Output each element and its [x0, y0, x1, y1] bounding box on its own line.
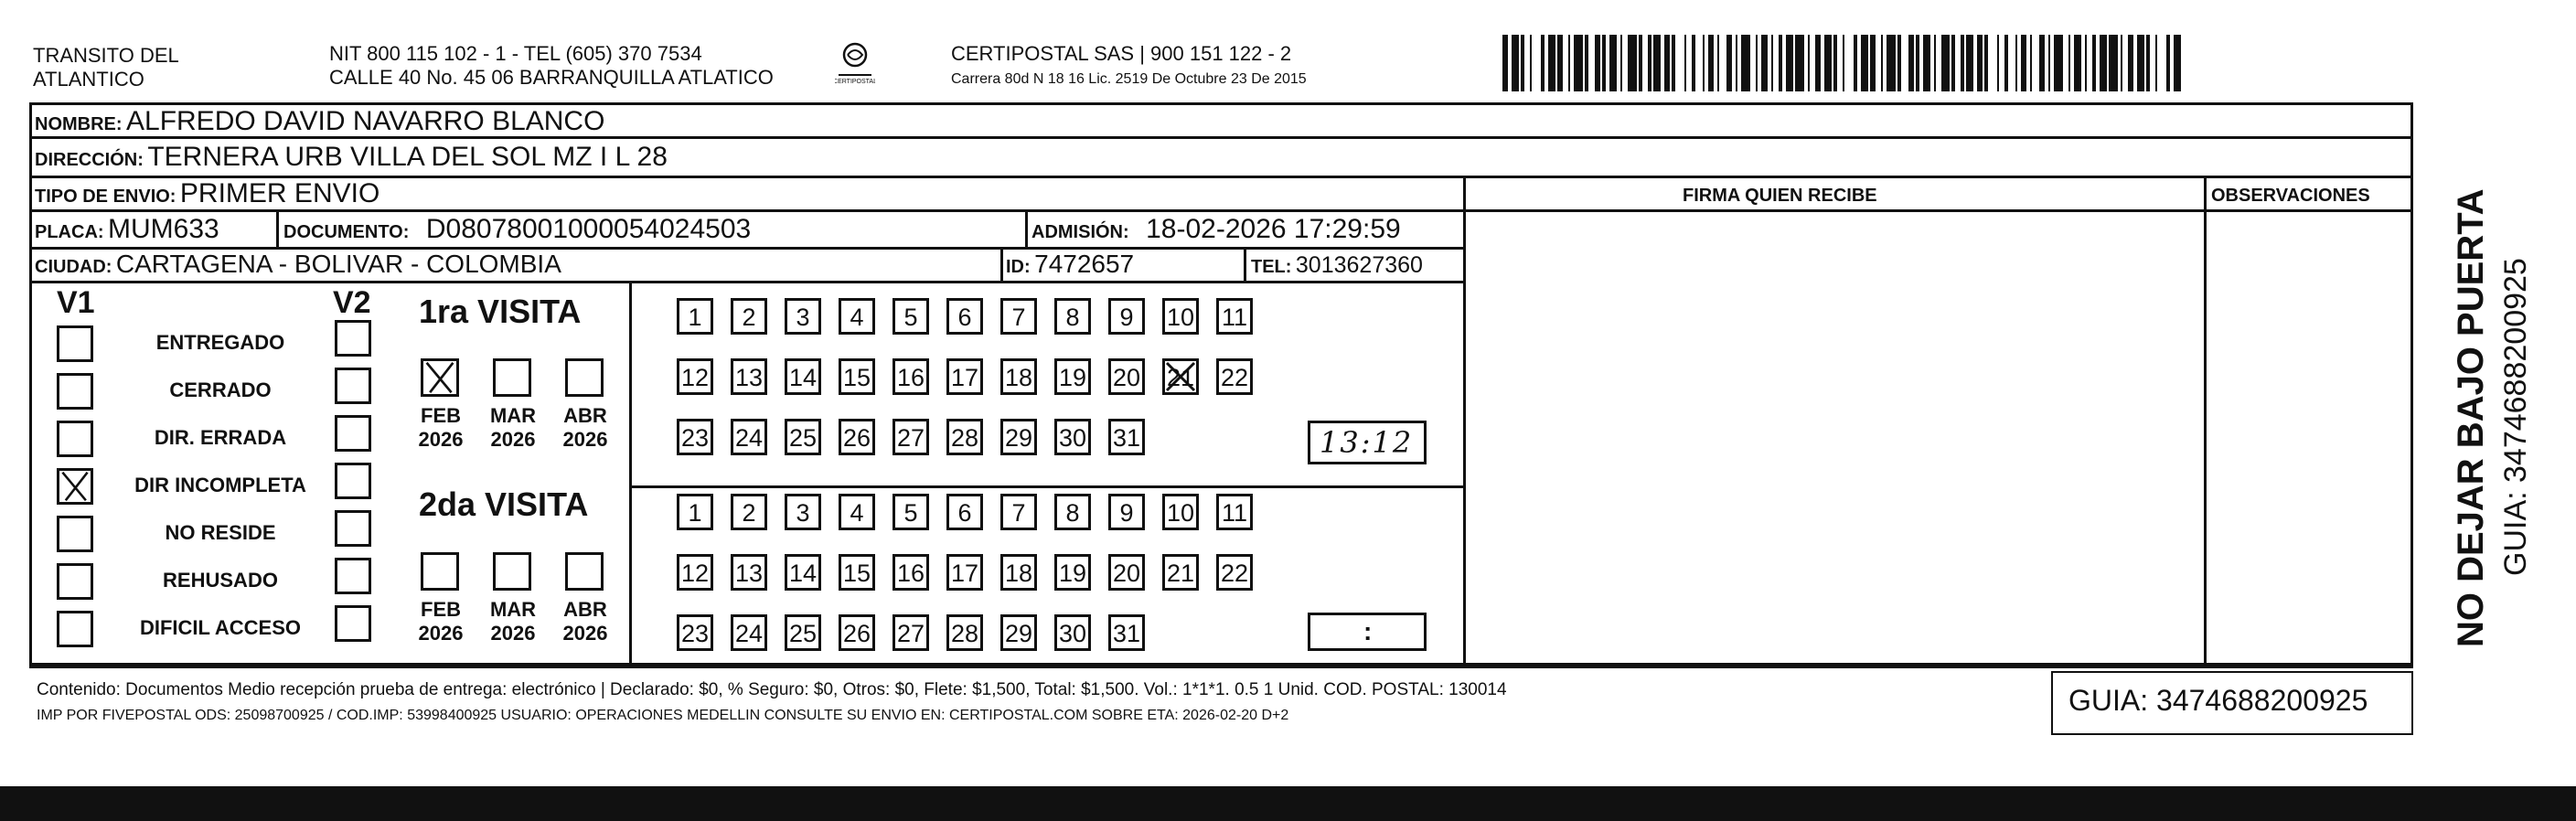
barcode-bar: [1966, 35, 1973, 91]
month-label: MAR 2026: [489, 598, 537, 645]
status-label: NO RESIDE: [165, 521, 276, 544]
documento-field: [283, 214, 751, 245]
month-label: MAR 2026: [489, 404, 537, 451]
admision-field: [1031, 214, 1401, 245]
day-checkbox[interactable]: 9: [1108, 298, 1145, 335]
documento-label: DOCUMENTO:: [283, 222, 410, 242]
day-checkbox[interactable]: 16: [893, 358, 929, 395]
observaciones-header: OBSERVACIONES: [2211, 186, 2370, 206]
day-checkbox[interactable]: 3: [785, 494, 821, 530]
barcode-bar: [1675, 35, 1684, 91]
day-checkbox[interactable]: 3: [785, 298, 821, 335]
barcode-bar: [1988, 35, 1997, 91]
status-v1-checkbox[interactable]: [57, 468, 93, 505]
barcode-bar: [1887, 35, 1896, 91]
v2-header: V2: [333, 285, 371, 320]
day-checkbox[interactable]: 18: [1000, 358, 1037, 395]
day-checkbox[interactable]: 11: [1216, 298, 1253, 335]
day-checkbox[interactable]: 18: [1000, 554, 1037, 591]
status-label: ENTREGADO: [155, 331, 285, 354]
status-label: CERRADO: [169, 379, 272, 401]
day-checkbox[interactable]: 26: [839, 419, 875, 455]
barcode-bar: [1653, 35, 1661, 91]
day-checkbox[interactable]: 12: [677, 554, 713, 591]
barcode-bar: [2174, 35, 2181, 91]
org-name: [33, 44, 179, 91]
day-checkbox[interactable]: 25: [785, 614, 821, 651]
day-checkbox[interactable]: 1: [677, 494, 713, 530]
day-checkbox[interactable]: 24: [731, 419, 767, 455]
courier-address: Carrera 80d N 18 16 Lic. 2519 De Octubre 23 De 2015: [951, 71, 1307, 87]
day-checkbox[interactable]: 14: [785, 554, 821, 591]
status-label: DIR. ERRADA: [154, 426, 287, 449]
barcode-bar: [1695, 35, 1703, 91]
status-label: REHUSADO: [163, 569, 278, 592]
day-checkbox[interactable]: 22: [1216, 554, 1253, 591]
day-checkbox[interactable]: 6: [946, 298, 983, 335]
day-checkbox[interactable]: 4: [839, 298, 875, 335]
month-checkbox[interactable]: [565, 358, 604, 397]
day-checkbox[interactable]: 23: [677, 419, 713, 455]
org-contact: [329, 42, 774, 90]
month-label: FEB 2026: [418, 404, 464, 451]
barcode-bar: [2032, 35, 2039, 91]
barcode-bar: [1719, 35, 1726, 91]
side-warning: NO DEJAR BAJO PUERTA: [2451, 188, 2491, 647]
side-guia: GUIA: 3474688200925: [2498, 258, 2533, 576]
barcode-bar: [1741, 35, 1750, 91]
day-checkbox[interactable]: 22: [1216, 358, 1253, 395]
day-checkbox[interactable]: 5: [893, 494, 929, 530]
placa-label: PLACA:: [35, 222, 104, 242]
status-label: DIR INCOMPLETA: [134, 474, 306, 496]
footer-content-line: Contenido: Documentos Medio recepción prueba de entrega: electrónico | Declarado: $0, % Seguro: $0, Otros: $0, Flete: $1,500, Total: $1,500. Vol.: 1*1*1. 0.5 1 Unid. COD. POSTAL: 130014: [37, 680, 1507, 699]
day-checkbox[interactable]: 23: [677, 614, 713, 651]
second-visit-time-box[interactable]: [1308, 613, 1427, 651]
admision-value: 18-02-2026 17:29:59: [1146, 214, 1401, 244]
barcode-bar: [1923, 35, 1930, 91]
barcode-bar: [1795, 35, 1804, 91]
month-label: ABR 2026: [562, 598, 608, 645]
placa-value: MUM633: [108, 214, 219, 244]
day-checkbox[interactable]: 4: [839, 494, 875, 530]
status-v2-checkbox[interactable]: [335, 415, 371, 452]
day-checkbox[interactable]: 15: [839, 554, 875, 591]
tel-field: [1251, 252, 1423, 279]
day-checkbox[interactable]: 19: [1054, 358, 1091, 395]
barcode-bar: [1941, 35, 1951, 91]
day-checkbox[interactable]: 2: [731, 298, 767, 335]
barcode-bar: [1609, 35, 1617, 91]
barcode-bar: [2109, 35, 2118, 91]
day-checkbox[interactable]: 11: [1216, 494, 1253, 530]
x-mark-icon: [423, 361, 456, 394]
placa-field: [35, 214, 219, 245]
tipo-envio-field: [35, 178, 379, 209]
id-label: ID:: [1006, 257, 1031, 277]
status-v2-checkbox[interactable]: [335, 605, 371, 642]
first-visit-time: 13:12: [1320, 425, 1414, 460]
footer-guia: GUIA: 3474688200925: [2068, 684, 2368, 717]
day-checkbox[interactable]: 31: [1108, 614, 1145, 651]
day-checkbox[interactable]: 17: [946, 358, 983, 395]
x-mark-icon: [59, 471, 91, 502]
ciudad-label: CIUDAD:: [35, 257, 112, 277]
org-line1: TRANSITO DEL: [33, 44, 179, 67]
day-checkbox[interactable]: 17: [946, 554, 983, 591]
month-label: FEB 2026: [418, 598, 464, 645]
status-v2-checkbox[interactable]: [335, 510, 371, 547]
svg-text:CERTIPOSTAL: CERTIPOSTAL: [835, 79, 875, 85]
day-checkbox[interactable]: 29: [1000, 419, 1037, 455]
day-checkbox[interactable]: 24: [731, 614, 767, 651]
direccion-field: [35, 142, 668, 173]
footer-print-line: IMP POR FIVEPOSTAL ODS: 25098700925 / COD.IMP: 53998400925 USUARIO: OPERACIONES MEDELLIN CONSULTE SU ENVIO EN: CERTIPOSTAL.COM SOBRE ETA: 2026-02-20 D+2: [37, 708, 1289, 723]
direccion-label: DIRECCIÓN:: [35, 150, 144, 170]
day-checkbox[interactable]: 30: [1054, 614, 1091, 651]
barcode-bar: [1512, 35, 1519, 91]
tipo-envio-value: PRIMER ENVIO: [179, 178, 380, 208]
id-field: [1006, 250, 1134, 279]
address-line: CALLE 40 No. 45 06 BARRANQUILLA ATLATICO: [329, 66, 774, 89]
day-checkbox[interactable]: 27: [893, 419, 929, 455]
barcode-bar: [1824, 35, 1832, 91]
barcode-bar: [2100, 35, 2107, 91]
day-checkbox[interactable]: 28: [946, 419, 983, 455]
documento-value: D08078001000054024503: [425, 214, 752, 244]
day-checkbox[interactable]: 2: [731, 494, 767, 530]
day-checkbox[interactable]: 25: [785, 419, 821, 455]
status-v2-checkbox[interactable]: [335, 368, 371, 404]
courier-line: CERTIPOSTAL SAS | 900 151 122 - 2: [951, 42, 1292, 65]
day-checkbox[interactable]: 31: [1108, 419, 1145, 455]
barcode-bar: [1786, 35, 1793, 91]
day-checkbox[interactable]: 28: [946, 614, 983, 651]
day-checkbox[interactable]: 7: [1000, 494, 1037, 530]
day-checkbox[interactable]: 29: [1000, 614, 1037, 651]
barcode-bar: [2054, 35, 2063, 91]
month-label: ABR 2026: [562, 404, 608, 451]
nombre-value: ALFREDO DAVID NAVARRO BLANCO: [126, 106, 605, 136]
first-visit-time-box[interactable]: [1308, 421, 1427, 464]
day-checkbox[interactable]: 12: [677, 358, 713, 395]
status-v2-checkbox[interactable]: [335, 320, 371, 357]
barcode-bar: [1761, 35, 1769, 91]
status-v2-checkbox[interactable]: [335, 463, 371, 499]
day-checkbox[interactable]: 10: [1162, 298, 1199, 335]
nombre-label: NOMBRE:: [35, 114, 123, 134]
month-checkbox[interactable]: [421, 552, 459, 591]
barcode-bar: [1532, 35, 1541, 91]
day-checkbox[interactable]: 1: [677, 298, 713, 335]
barcode-bar: [2074, 35, 2081, 91]
day-checkbox[interactable]: 7: [1000, 298, 1037, 335]
day-checkbox[interactable]: 21: [1162, 358, 1199, 395]
day-checkbox[interactable]: 10: [1162, 494, 1199, 530]
org-line2: ATLANTICO: [33, 68, 144, 91]
day-checkbox[interactable]: 5: [893, 298, 929, 335]
firma-header: FIRMA QUIEN RECIBE: [1683, 186, 1877, 206]
certipostal-logo-icon: [835, 40, 875, 86]
status-v1-checkbox[interactable]: [57, 563, 93, 600]
day-checkbox[interactable]: 9: [1108, 494, 1145, 530]
barcode-bar: [1628, 35, 1637, 91]
status-v1-checkbox[interactable]: [57, 611, 93, 647]
day-checkbox[interactable]: 30: [1054, 419, 1091, 455]
barcode-bar: [1844, 35, 1854, 91]
day-checkbox[interactable]: 8: [1054, 494, 1091, 530]
day-checkbox[interactable]: 13: [731, 554, 767, 591]
status-v1-checkbox[interactable]: [57, 421, 93, 457]
nit-line: NIT 800 115 102 - 1 - TEL (605) 370 7534: [329, 42, 702, 65]
certipostal-logo: [835, 40, 875, 86]
ciudad-field: [35, 250, 561, 279]
day-checkbox[interactable]: 21: [1162, 554, 1199, 591]
barcode: [1502, 35, 2181, 91]
status-v1-checkbox[interactable]: [57, 516, 93, 552]
tipo-envio-label: TIPO DE ENVIO:: [35, 187, 176, 207]
day-checkbox[interactable]: 16: [893, 554, 929, 591]
status-v1-checkbox[interactable]: [57, 325, 93, 362]
day-checkbox[interactable]: 13: [731, 358, 767, 395]
direccion-value: TERNERA URB VILLA DEL SOL MZ I L 28: [147, 142, 668, 172]
day-checkbox[interactable]: 6: [946, 494, 983, 530]
admision-label: ADMISIÓN:: [1031, 222, 1129, 242]
barcode-bar: [1901, 35, 1908, 91]
day-checkbox[interactable]: 26: [839, 614, 875, 651]
barcode-bar: [2137, 35, 2144, 91]
barcode-bar: [2157, 35, 2166, 91]
month-checkbox[interactable]: [421, 358, 459, 397]
month-checkbox[interactable]: [565, 552, 604, 591]
barcode-bar: [1574, 35, 1583, 91]
barcode-bar: [1548, 35, 1555, 91]
day-checkbox[interactable]: 8: [1054, 298, 1091, 335]
status-v1-checkbox[interactable]: [57, 373, 93, 410]
first-visit-title: 1ra VISITA: [419, 293, 582, 330]
day-checkbox[interactable]: 14: [785, 358, 821, 395]
v1-header: V1: [57, 285, 95, 320]
second-visit-time-placeholder: :: [1363, 617, 1373, 645]
month-checkbox[interactable]: [493, 358, 531, 397]
day-checkbox[interactable]: 15: [839, 358, 875, 395]
barcode-bar: [2008, 35, 2015, 91]
barcode-bar: [1588, 35, 1596, 91]
day-checkbox[interactable]: 20: [1108, 358, 1145, 395]
status-label: DIFICIL ACCESO: [139, 616, 301, 639]
status-v2-checkbox[interactable]: [335, 558, 371, 594]
day-checkbox[interactable]: 27: [893, 614, 929, 651]
bottom-edge: [0, 786, 2576, 821]
day-checkbox[interactable]: 20: [1108, 554, 1145, 591]
barcode-bar: [1861, 35, 1868, 91]
tel-label: TEL:: [1251, 257, 1292, 277]
second-visit-title: 2da VISITA: [419, 485, 589, 523]
ciudad-value: CARTAGENA - BOLIVAR - COLOMBIA: [115, 250, 561, 278]
tel-value: 3013627360: [1295, 252, 1423, 278]
month-checkbox[interactable]: [493, 552, 531, 591]
nombre-field: [35, 106, 604, 137]
id-value: 7472657: [1034, 250, 1135, 278]
day-checkbox[interactable]: 19: [1054, 554, 1091, 591]
